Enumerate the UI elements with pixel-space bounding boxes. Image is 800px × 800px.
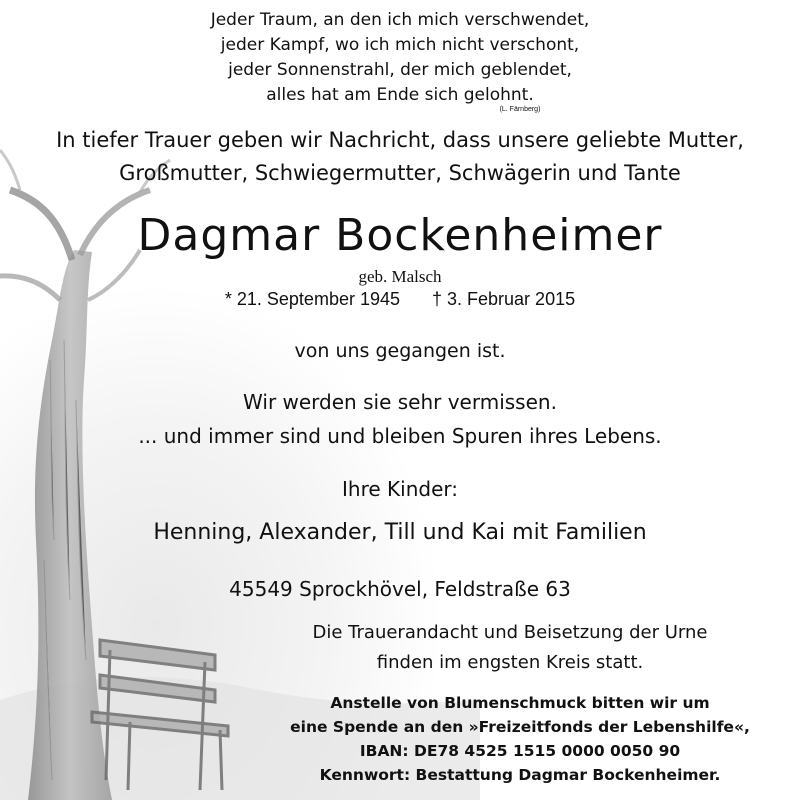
poem-line: alles hat am Ende sich gelohnt. [266,85,534,105]
service-line: Die Trauerandacht und Beisetzung der Urne [312,622,708,643]
poem-line: Jeder Traum, an den ich mich verschwendet, [210,10,590,30]
passed-away-text: von uns gegangen ist. [294,340,506,362]
donation-iban: IBAN: DE78 4525 1515 0000 0050 90 [359,742,681,760]
birth-name: geb. Malsch [358,267,442,286]
service-line: finden im engsten Kreis statt. [376,652,644,673]
intro-line: In tiefer Trauer geben wir Nachricht, dass unsere geliebte Mutter, [56,128,744,152]
birth-date: * 21. September 1945 [224,289,400,309]
intro-line: Großmutter, Schwiegermutter, Schwägerin und Tante [119,161,681,185]
sentiment-line: ... und immer sind und bleiben Spuren ihres Lebens. [138,424,662,448]
family-names: Henning, Alexander, Till und Kai mit Familien [153,520,647,545]
address: 45549 Sprockhövel, Feldstraße 63 [229,577,571,601]
death-date: † 3. Februar 2015 [432,289,576,309]
deceased-name: Dagmar Bockenheimer [137,210,663,261]
poem-author: (L. Färnberg) [499,106,541,113]
donation-line: Anstelle von Blumenschmuck bitten wir um [330,694,710,712]
donation-line: eine Spende an den »Freizeitfonds der Lebenshilfe«, [290,718,750,736]
poem-line: jeder Sonnenstrahl, der mich geblendet, [228,60,572,80]
family-heading: Ihre Kinder: [342,477,458,501]
life-dates [0,289,800,310]
sentiment-line: Wir werden sie sehr vermissen. [243,390,557,414]
poem-line: jeder Kampf, wo ich mich nicht verschont, [220,35,580,55]
donation-line: Kennwort: Bestattung Dagmar Bockenheimer. [319,766,721,784]
